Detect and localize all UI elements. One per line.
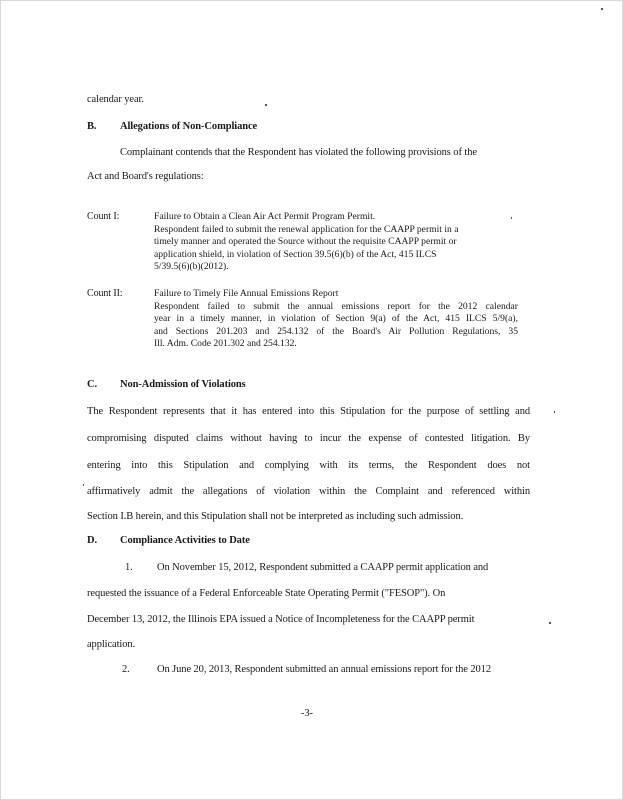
section-c-line: compromising disputed claims without having to incur the expense of contested litigation. By [87, 433, 530, 444]
carryover-text: calendar year. [87, 94, 144, 105]
section-c-line: Section I.B herein, and this Stipulation shall not be interpreted as including such admission. [87, 511, 464, 522]
item-1-line4: application. [87, 639, 136, 650]
scan-speck [554, 411, 555, 413]
count-1-line: timely manner and operated the Source without the requisite CAAPP permit or [154, 236, 457, 248]
count-2-line: year in a timely manner, in violation of Section 9(a) of the Act, 415 ILCS 5/9(a), [154, 313, 518, 325]
count-2-line: and Sections 201.203 and 254.132 of the Board's Air Pollution Regulations, 35 [154, 325, 518, 337]
item-1-number: 1. [125, 562, 133, 573]
section-b-intro-line1: Complainant contends that the Respondent has violated the following provisions of the [120, 147, 477, 158]
count-1-line: 5/39.5(6)(b)(2012). [154, 261, 229, 273]
item-2-line1: On June 20, 2013, Respondent submitted an annual emissions report for the 2012 [157, 664, 491, 675]
scan-speck [511, 217, 512, 219]
count-2-line: Respondent failed to submit the annual emissions report for the 2012 calendar [154, 300, 518, 312]
count-2-label: Count II: [87, 288, 123, 299]
scan-speck [601, 8, 603, 10]
section-d-letter: D. [87, 535, 98, 546]
count-1-body [154, 211, 518, 274]
scan-speck [549, 622, 551, 624]
section-c-line: The Respondent represents that it has entered into this Stipulation for the purpose of settling and [87, 406, 530, 417]
item-1-line1: On November 15, 2012, Respondent submitted a CAAPP permit application and [157, 562, 489, 573]
scan-speck [83, 484, 84, 486]
section-c-heading: Non-Admission of Violations [120, 379, 246, 390]
section-c-line: affirmatively admit the allegations of violation within the Complaint and referenced within [87, 486, 530, 497]
count-1-line: Respondent failed to submit the renewal application for the CAAPP permit in a [154, 223, 459, 235]
section-c-line: entering into this Stipulation and complying with its terms, the Respondent does not [87, 460, 530, 471]
item-1-line2: requested the issuance of a Federal Enforceable State Operating Permit ("FESOP"). On [87, 588, 446, 599]
section-b-intro-line2: Act and Board's regulations: [87, 171, 204, 182]
count-2-body [154, 288, 518, 351]
count-2-title: Failure to Timely File Annual Emissions Report [154, 288, 339, 299]
scan-speck [265, 104, 267, 106]
section-b-letter: B. [87, 121, 97, 132]
section-d-heading: Compliance Activities to Date [120, 535, 250, 546]
item-2-number: 2. [122, 664, 130, 675]
count-1-line: application shield, in violation of Section 39.5(6)(b) of the Act, 415 ILCS [154, 248, 437, 260]
count-2-line: Ill. Adm. Code 201.302 and 254.132. [154, 338, 297, 350]
section-b-heading: Allegations of Non-Compliance [120, 121, 258, 132]
count-1-label: Count I: [87, 211, 120, 222]
page-number: -3- [301, 708, 313, 719]
item-1-line3: December 13, 2012, the Illinois EPA issued a Notice of Incompleteness for the CAAPP permit [87, 614, 475, 625]
section-c-letter: C. [87, 379, 98, 390]
count-1-title: Failure to Obtain a Clean Air Act Permit Program Permit. [154, 211, 376, 222]
